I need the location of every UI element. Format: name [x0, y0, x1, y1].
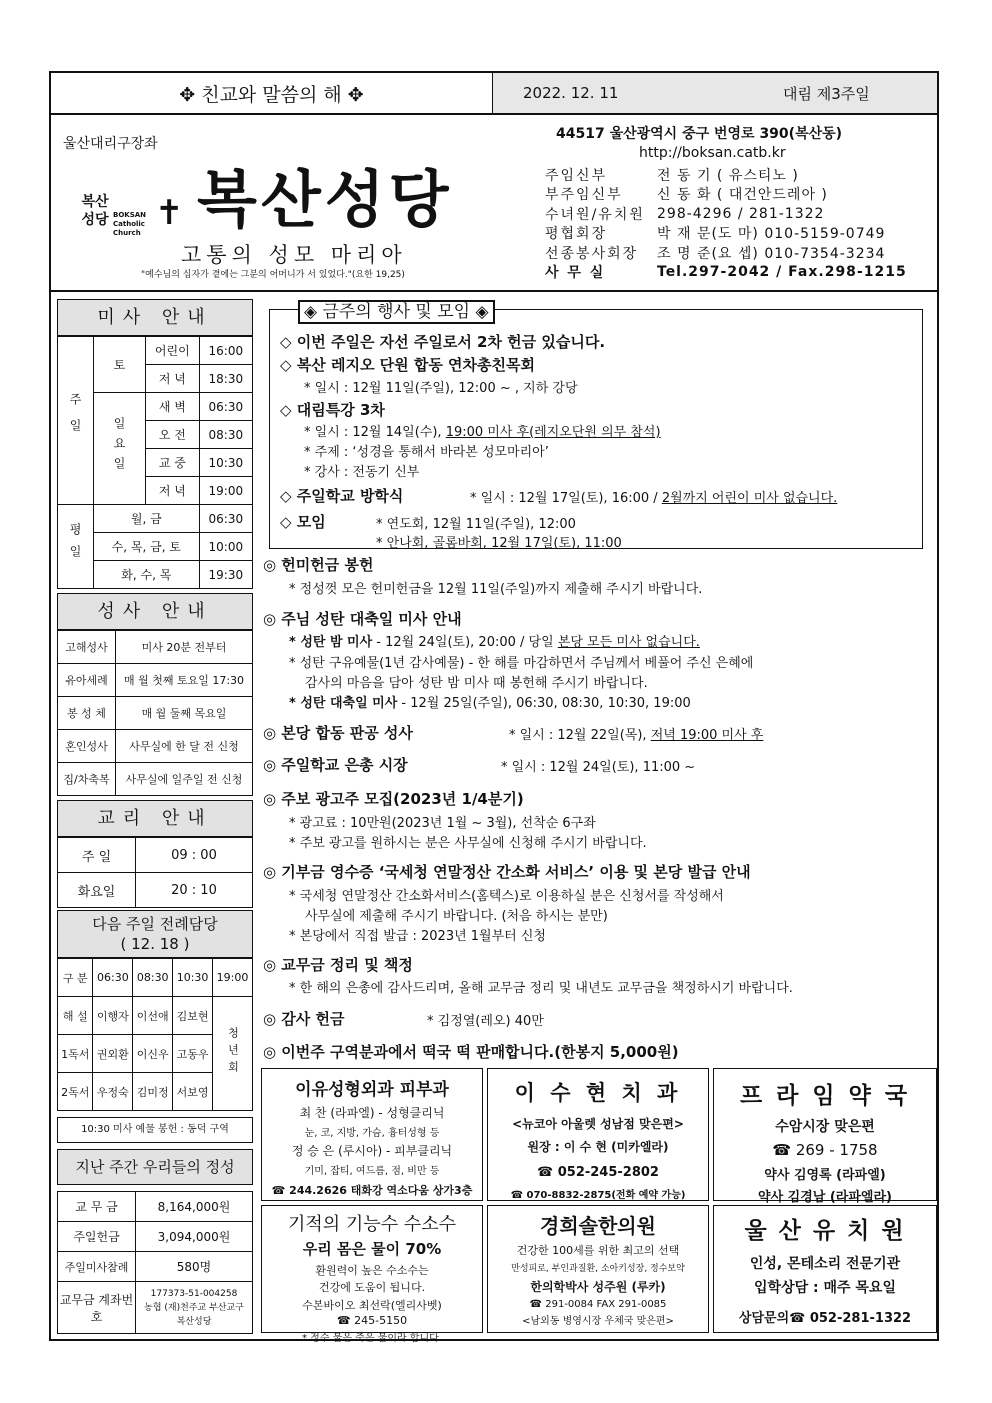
catechism-table	[57, 837, 253, 908]
notice-item: ◎ 주보 광고주 모집(2023년 1/4분기)	[263, 790, 524, 808]
notice-detail: * 일시 : 12월 24일(토), 11:00 ~	[501, 760, 696, 775]
staff-row	[545, 165, 907, 185]
notice-text: * 일시 : 12월 22일(목),	[509, 728, 651, 743]
mass-name: 새 벽	[146, 393, 200, 421]
catechism-day: 주 일	[58, 838, 136, 873]
mass-name: 수, 목, 금, 토	[94, 533, 200, 561]
ads-area	[261, 1068, 937, 1344]
liturgy-header: 19:00	[212, 959, 252, 997]
ad-line: 정 승 은 (루시아) - 피부클리닉	[291, 1144, 453, 1158]
sacrament-name: 유아세례	[58, 664, 116, 697]
church-name: 복산성당	[197, 163, 453, 236]
ad-oriental-clinic	[487, 1205, 709, 1333]
notice-detail	[509, 724, 763, 743]
notice-item: ◎ 기부금 영수증 ‘국세청 연말정산 간소화 서비스’ 이용 및 본당 발급 안내	[263, 863, 751, 881]
liturgy-role: 2독서	[58, 1073, 93, 1111]
staff-value: 298-4296 / 281-1322	[657, 205, 825, 222]
notice-item: ◇ 모임	[280, 513, 326, 531]
notice-underline: 본당 모든 미사 없습니다.	[557, 635, 700, 650]
notice-detail: * 안나회, 골롬바회, 12월 17일(토), 11:00	[376, 536, 622, 551]
ad-title: 프 라 임 약 국	[739, 1083, 911, 1109]
ad-title: 경희솔한의원	[540, 1214, 656, 1238]
mass-time: 18:30	[199, 365, 252, 393]
bulletin-date: 2022. 12. 11	[523, 84, 619, 102]
sacrament-title: 성사 안내	[57, 593, 253, 630]
mass-time: 06:30	[199, 393, 252, 421]
ad-line: 약사 김영록 (라파엘)	[764, 1168, 886, 1183]
staff-value: 전 동 기 ( 유스티노 )	[657, 167, 799, 184]
liturgy-person: 김미정	[133, 1073, 173, 1111]
ad-line: 인성, 몬테소리 전문기관	[749, 1256, 901, 1272]
notice-detail: * 국세청 연말정산 간소화서비스(홈텍스)로 이용하실 분은 신청서를 작성해서	[289, 889, 724, 904]
notice-text: * 일시 : 12월 14일(수),	[304, 425, 446, 440]
notice-detail: * 연도회, 12월 11일(주일), 12:00	[376, 517, 576, 532]
ad-line: ☎ 269 - 1758	[772, 1141, 878, 1159]
youth-group	[212, 997, 252, 1111]
notice-item: ◎ 본당 합동 판공 성사	[263, 724, 413, 742]
ad-line: * 정수 물은 죽은 물이라 합니다.	[302, 1333, 442, 1344]
liturgy-person: 이신우	[133, 1035, 173, 1073]
liturgical-season: 대림 제3주일	[783, 84, 870, 103]
patron-saint: 고통의 성모 마리아	[181, 243, 407, 267]
notice-detail: * 주보 광고를 원하시는 분은 사무실에 신청해 주시기 바랍니다.	[289, 836, 647, 851]
sunday-label	[58, 337, 94, 505]
cross-icon: ✝	[155, 193, 184, 233]
liturgy-title-text: 다음 주일 전례담당	[92, 915, 218, 933]
liturgy-person: 이행자	[93, 997, 133, 1035]
logo-small-text	[75, 193, 115, 229]
staff-value: 조 명 준(요 셉) 010-7354-3234	[657, 245, 886, 262]
sacrament-value: 사무실에 일주일 전 신청	[116, 763, 253, 796]
logo-small-label: 복산 성당	[81, 194, 109, 228]
staff-list	[545, 165, 907, 282]
notice-item: ◎ 주님 성탄 대축일 미사 안내	[263, 610, 462, 628]
liturgy-person: 권외환	[93, 1035, 133, 1073]
ad-line: 입학상담 : 매주 목요일	[754, 1280, 896, 1296]
catechism-day: 화요일	[58, 873, 136, 908]
staff-role: 수녀원/유치원	[545, 206, 645, 223]
liturgy-person: 서보영	[173, 1073, 213, 1111]
account-holder: 복산성당	[176, 1316, 212, 1327]
ad-line: 한의학박사 성주원 (루카)	[530, 1280, 666, 1294]
offering-name: 주일미사참례	[58, 1252, 136, 1282]
offering-name: 교 무 금	[58, 1192, 136, 1222]
ad-line: 눈, 코, 지방, 가슴, 흉터성형 등	[304, 1128, 440, 1139]
ad-line: 우리 몸은 물이 70%	[302, 1240, 442, 1258]
mass-time: 19:30	[199, 561, 252, 589]
notice-detail: * 김정열(레오) 40만	[427, 1014, 544, 1029]
notice-detail	[289, 692, 691, 711]
staff-role: 부주임신부	[545, 187, 623, 204]
church-url[interactable]: http://boksan.catb.kr	[639, 145, 786, 161]
staff-value: 신 동 화 ( 대건안드레아 )	[657, 187, 828, 204]
notice-item: ◎ 이번주 구역분과에서 떡국 떡 판매합니다.(한봉지 5,000원)	[263, 1043, 679, 1061]
ad-dermatology	[261, 1068, 483, 1201]
mass-time: 08:30	[199, 421, 252, 449]
church-header	[51, 115, 937, 292]
notice-detail: * 광고료 : 10만원(2023년 1월 ~ 3월), 선착순 6구좌	[289, 816, 596, 831]
liturgy-date: ( 12. 18 )	[120, 935, 190, 953]
notice-item: ◇ 이번 주일은 자선 주일로서 2차 헌금 있습니다.	[280, 333, 606, 351]
left-column	[57, 299, 253, 1334]
ad-line: 건강에 도움이 됩니다.	[318, 1281, 426, 1294]
notice-item: ◎ 교무금 정리 및 책정	[263, 956, 413, 974]
offering-value: 3,094,000원	[136, 1222, 253, 1252]
staff-role: 주임신부	[545, 167, 608, 184]
mass-time: 19:00	[199, 477, 252, 505]
offering-table	[57, 1191, 253, 1334]
offering-value: 580명	[136, 1252, 253, 1282]
notice-bold: * 성탄 밤 미사	[289, 635, 373, 650]
liturgy-person: 우정숙	[93, 1073, 133, 1111]
saturday-label: 토	[94, 337, 146, 393]
account-bank: 농협 (재)천주교 부산교구	[144, 1302, 244, 1313]
offering-name: 주일헌금	[58, 1222, 136, 1252]
weekday-label	[58, 505, 94, 589]
ad-line: <뉴코아 아울렛 성남점 맞은편>	[512, 1117, 684, 1131]
notice-detail: * 한 해의 은총에 감사드리며, 올해 교무금 정리 및 내년도 교무금을 책정하시기 바랍니다.	[289, 981, 793, 996]
mass-time: 16:00	[199, 337, 252, 365]
mass-name: 교 중	[146, 449, 200, 477]
ad-line: 약사 김경남 (라파엘라)	[758, 1190, 892, 1205]
ad-line: ☎ 244.2626 태화강 역소다움 상가3층	[271, 1184, 473, 1197]
account-label: 교무금 계좌번호	[58, 1282, 136, 1334]
ad-title: 기적의 기능수 수소수	[288, 1214, 456, 1235]
ad-kindergarten	[713, 1205, 937, 1333]
notice-detail	[304, 421, 661, 440]
staff-value: 박 재 문(도 마) 010-5159-0749	[657, 226, 886, 243]
notice-detail: * 정성껏 모은 헌미헌금을 12월 11일(주일)까지 제출해 주시기 바랍니다.	[289, 582, 703, 597]
liturgy-role: 해 설	[58, 997, 93, 1035]
bulletin-frame	[49, 71, 939, 1344]
mass-time: 06:30	[199, 505, 252, 533]
catechism-time: 20 : 10	[136, 873, 253, 908]
date-block	[493, 73, 937, 113]
bible-quote: "예수님의 십자가 곁에는 그분의 어머니가 서 있었다."(요한 19,25)	[141, 270, 405, 280]
youth-group-text: 청년회	[226, 1026, 240, 1078]
notice-underline: 2월까지 어린이 미사 없습니다.	[661, 491, 838, 506]
staff-row	[545, 185, 907, 205]
staff-row	[545, 204, 907, 224]
sacrament-value: 미사 20분 전부터	[116, 631, 253, 664]
sacrament-value: 매 월 첫째 토요일 17:30	[116, 664, 253, 697]
ad-line: 수본바이오 최선락(엘리사벳)	[302, 1299, 442, 1312]
staff-role: 사 무 실	[545, 265, 606, 282]
offering-note: 10:30 미사 예물 봉헌 : 동덕 구역	[57, 1117, 253, 1143]
ad-line: 최 찬 (라파엘) - 성형클리닉	[299, 1106, 445, 1120]
ad-title: 이 수 현 치 과	[514, 1081, 682, 1105]
ad-line: 건강한 100세를 위한 최고의 선택	[516, 1244, 680, 1257]
ad-line: 수암시장 맞은편	[775, 1119, 875, 1135]
sacrament-table	[57, 630, 253, 796]
notice-detail: * 주제 : ‘성경을 통해서 바라본 성모마리아’	[304, 445, 549, 460]
sacrament-name: 고해성사	[58, 631, 116, 664]
sacrament-name: 봉 성 체	[58, 697, 116, 730]
mass-time: 10:30	[199, 449, 252, 477]
liturgy-person: 이선애	[133, 997, 173, 1035]
sacrament-value: 매 월 둘째 목요일	[116, 697, 253, 730]
ad-title: 울 산 유 치 원	[744, 1218, 906, 1244]
staff-row	[545, 263, 907, 283]
sacrament-name: 혼인성사	[58, 730, 116, 763]
notice-detail: * 본당에서 직접 발급 : 2023년 1월부터 신청	[289, 929, 546, 944]
notice-underline: 19:00 미사 후(레지오단원 의무 참석)	[445, 425, 661, 440]
sacrament-name: 집/차축복	[58, 763, 116, 796]
ad-line: 상담문의☎ 052-281-1322	[738, 1311, 912, 1326]
notice-item: ◇ 대림특강 3차	[280, 401, 385, 419]
mass-title: 미사 안내	[57, 299, 253, 336]
year-motto: ✥ 친교와 말씀의 해 ✥	[51, 73, 493, 113]
sunday-day-label	[94, 393, 146, 505]
staff-role: 선종봉사회장	[545, 245, 639, 262]
mass-name: 화, 수, 목	[94, 561, 200, 589]
notice-underline: 저녁 19:00 미사 후	[650, 728, 764, 743]
liturgy-header: 08:30	[133, 959, 173, 997]
notice-detail: 감사의 마음을 담아 성탄 밤 미사 때 봉헌해 주시기 바랍니다.	[305, 676, 648, 691]
ad-line: ☎ 291-0084 FAX 291-0085	[529, 1299, 667, 1310]
staff-role: 평협회장	[545, 226, 608, 243]
mass-name: 오 전	[146, 421, 200, 449]
notice-detail: * 성탄 구유예물(1년 감사예물) - 한 해를 마감하면서 주님께서 베풀어 주신 은혜에	[289, 656, 754, 671]
ad-line: ☎ 070-8832-2875(전화 예약 가능)	[510, 1190, 686, 1201]
liturgy-person: 고동우	[173, 1035, 213, 1073]
mass-name: 월, 금	[94, 505, 200, 533]
ad-line: 만성피로, 부인과질환, 소아키성장, 정수보약	[511, 1264, 685, 1274]
offering-value: 8,164,000원	[136, 1192, 253, 1222]
staff-value: Tel.297-2042 / Fax.298-1215	[657, 264, 907, 281]
sunday-day-text: 일요일	[112, 417, 126, 477]
liturgy-header: 10:30	[173, 959, 213, 997]
notice-detail: 사무실에 제출해 주시기 바랍니다. (처음 하시는 분만)	[305, 909, 608, 924]
liturgy-title	[57, 910, 253, 958]
diocese-label: 울산대리구장좌	[63, 136, 158, 152]
events-title: ◈ 금주의 행사 및 모임 ◈	[298, 300, 495, 324]
liturgy-header: 06:30	[93, 959, 133, 997]
ad-dental	[487, 1068, 709, 1201]
account-info	[136, 1282, 253, 1334]
weekday-label-text: 평일	[68, 523, 82, 567]
ad-title: 이유성형외과 피부과	[295, 1080, 449, 1100]
mass-name: 저 녁	[146, 477, 200, 505]
notice-text: * 일시 : 12월 17일(토), 16:00 /	[470, 491, 662, 506]
notice-item: ◎ 감사 헌금	[263, 1010, 345, 1028]
mass-name: 어린이	[146, 337, 200, 365]
catechism-title: 교리 안내	[57, 800, 253, 837]
sacrament-value: 사무실에 한 달 전 신청	[116, 730, 253, 763]
notice-detail	[470, 487, 837, 506]
liturgy-role: 1독서	[58, 1035, 93, 1073]
ad-line: 환원력이 높은 수소수는	[315, 1264, 429, 1277]
sunday-label-text: 주일	[68, 393, 82, 445]
ad-pharmacy	[713, 1068, 937, 1205]
ad-water	[261, 1205, 483, 1344]
staff-row	[545, 224, 907, 244]
weekly-events-box	[269, 302, 923, 551]
liturgy-person: 김보현	[173, 997, 213, 1035]
ad-line: ☎ 052-245-2802	[537, 1165, 659, 1180]
ad-line: <남외동 병영시장 우체국 맞은편>	[522, 1316, 674, 1327]
top-banner	[51, 73, 937, 115]
notice-item: ◎ 주일학교 은총 시장	[263, 756, 408, 774]
church-address: 44517 울산광역시 중구 번영로 390(복산동)	[556, 126, 843, 142]
notice-detail: * 강사 : 전동기 신부	[304, 465, 420, 480]
ad-line: ☎ 245-5150	[336, 1314, 408, 1327]
mass-table	[57, 336, 253, 589]
notice-bold: * 성탄 대축일 미사	[289, 696, 398, 711]
ad-line: 원장 : 이 수 현 (미카엘라)	[527, 1140, 669, 1154]
account-number: 177373-51-004258	[150, 1288, 238, 1299]
notice-item: ◇ 주일학교 방학식	[280, 487, 404, 505]
catechism-time: 09 : 00	[136, 838, 253, 873]
liturgy-header: 구 분	[58, 959, 93, 997]
staff-row	[545, 243, 907, 263]
notice-text: - 12월 25일(주일), 06:30, 08:30, 10:30, 19:00	[397, 696, 691, 711]
mass-time: 10:00	[199, 533, 252, 561]
liturgy-table	[57, 958, 253, 1111]
offering-title: 지난 주간 우리들의 정성	[57, 1149, 253, 1185]
notice-text: - 12월 24일(토), 20:00 / 당일	[372, 635, 558, 650]
notice-item: ◎ 헌미헌금 봉헌	[263, 556, 374, 574]
notice-item: ◇ 복산 레지오 단원 합동 연차총친목회	[280, 356, 535, 374]
logo-english: BOKSAN Catholic Church	[113, 211, 147, 237]
mass-name: 저 녁	[146, 365, 200, 393]
notice-detail	[289, 631, 700, 650]
ad-line: 기미, 잡티, 여드름, 점, 비만 등	[304, 1166, 440, 1177]
notice-detail: * 일시 : 12월 11일(주일), 12:00 ~ , 지하 강당	[304, 381, 578, 396]
